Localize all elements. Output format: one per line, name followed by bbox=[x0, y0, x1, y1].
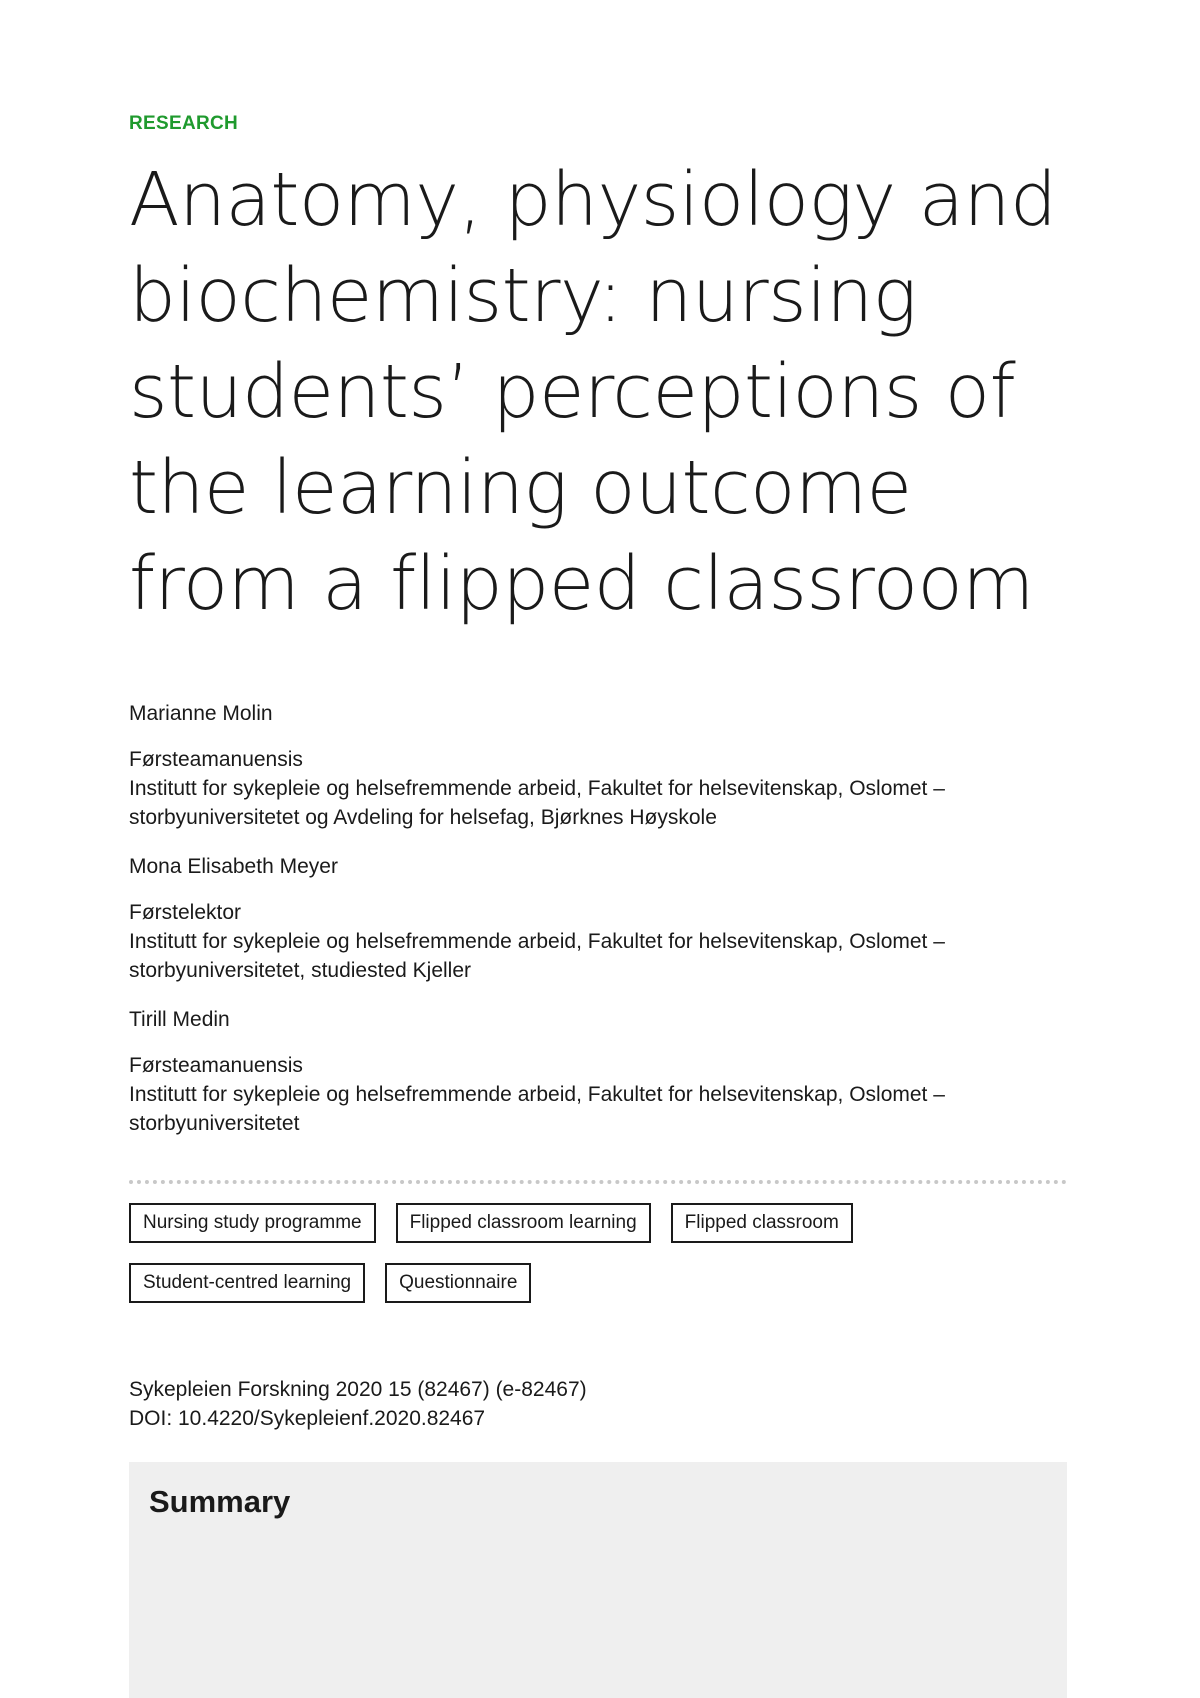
keyword-tag-nursing-study-programme[interactable]: Nursing study programme bbox=[129, 1203, 376, 1243]
author-block bbox=[129, 853, 1067, 985]
summary-heading: Summary bbox=[149, 1484, 291, 1519]
author-affiliation: Institutt for sykepleie og helsefremmende arbeid, Fakultet for helsevitenskap, Oslomet – storbyuniversitetet, studiested Kjeller bbox=[129, 930, 945, 982]
dotted-divider bbox=[129, 1180, 1067, 1184]
author-block bbox=[129, 1006, 1067, 1138]
article-title: Anatomy, physiology and biochemistry: nursing students’ perceptions of the learning outcome from a flipped classroom bbox=[129, 157, 1057, 627]
author-role: Førsteamanuensis bbox=[129, 1054, 303, 1077]
keyword-tags bbox=[129, 1203, 1067, 1303]
author-block bbox=[129, 700, 1067, 832]
author-affiliation: Institutt for sykepleie og helsefremmende arbeid, Fakultet for helsevitenskap, Oslomet – storbyuniversitetet bbox=[129, 1083, 945, 1135]
author-name: Marianne Molin bbox=[129, 702, 273, 725]
author-affiliation: Institutt for sykepleie og helsefremmende arbeid, Fakultet for helsevitenskap, Oslomet – storbyuniversitetet og Avdeling for helsefag, Bjørknes Høyskole bbox=[129, 777, 945, 829]
author-name: Tirill Medin bbox=[129, 1008, 230, 1031]
author-list bbox=[129, 700, 1067, 1159]
keyword-tag-flipped-classroom-learning[interactable]: Flipped classroom learning bbox=[396, 1203, 651, 1243]
keyword-tag-student-centred-learning[interactable]: Student-centred learning bbox=[129, 1263, 365, 1303]
summary-section bbox=[129, 1462, 1067, 1698]
keyword-tag-questionnaire[interactable]: Questionnaire bbox=[385, 1263, 531, 1303]
journal-citation: Sykepleien Forskning 2020 15 (82467) (e-82467) bbox=[129, 1378, 587, 1401]
article-category: RESEARCH bbox=[129, 113, 239, 134]
keyword-tag-flipped-classroom[interactable]: Flipped classroom bbox=[671, 1203, 853, 1243]
doi-reference: DOI: 10.4220/Sykepleienf.2020.82467 bbox=[129, 1407, 486, 1430]
author-role: Førsteamanuensis bbox=[129, 748, 303, 771]
citation-block bbox=[129, 1375, 587, 1433]
author-name: Mona Elisabeth Meyer bbox=[129, 855, 338, 878]
author-role: Førstelektor bbox=[129, 901, 242, 924]
